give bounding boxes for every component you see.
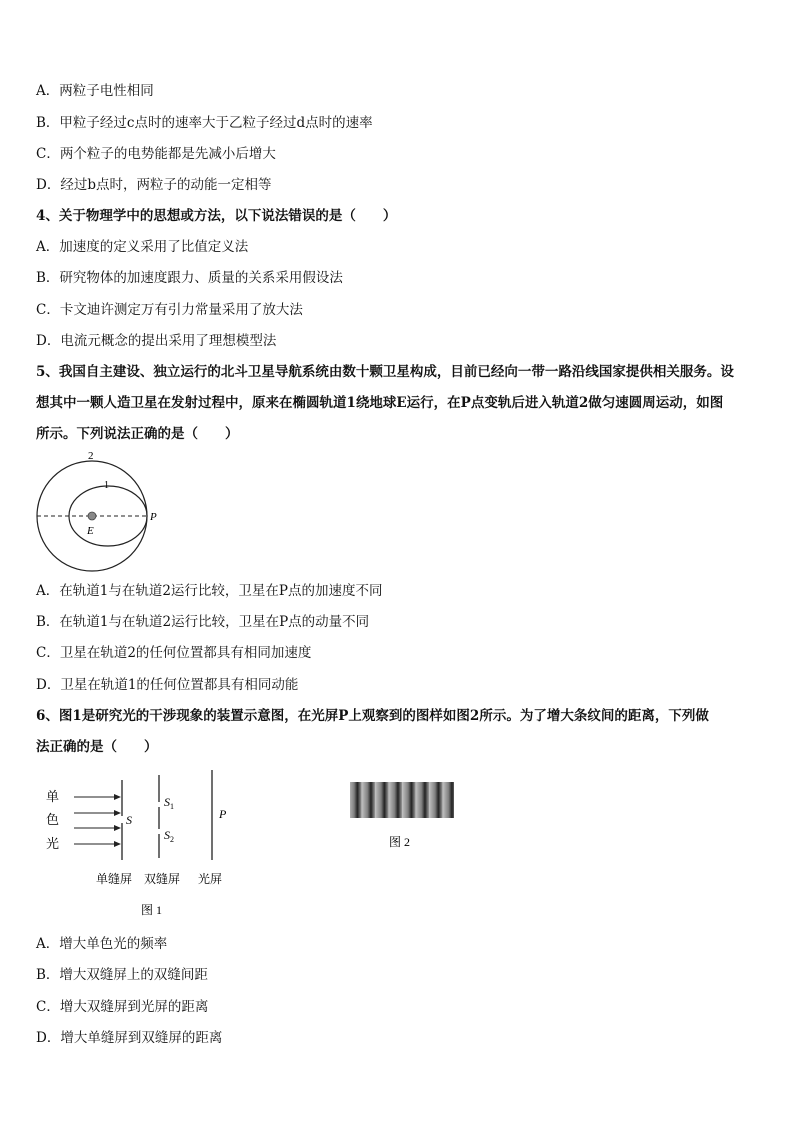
q6-option-b: B．增大双缝屏上的双缝间距	[36, 967, 208, 983]
q6-option-a: A．增大单色光的频率	[36, 936, 168, 952]
orbit-2-label: 2	[88, 450, 94, 462]
slit-s-label: S	[126, 813, 132, 827]
q4-option-b: B．研究物体的加速度跟力、质量的关系采用假设法	[36, 270, 343, 286]
question-6-stem-line1: 6、图1是研究光的干涉现象的装置示意图，在光屏P上观察到的图样如图2所示。为了增大条纹间的距离，下列做	[36, 708, 709, 724]
point-p-label: P	[150, 511, 157, 523]
light-char-3: 光	[46, 836, 60, 851]
slit-s1-label: $S_1$	[164, 795, 174, 811]
orbit-figure	[30, 448, 170, 576]
q5-option-a: A．在轨道1与在轨道2运行比较，卫星在P点的加速度不同	[36, 583, 383, 599]
figure-2-caption: 图 2	[389, 835, 411, 849]
screen-p-label: P	[219, 807, 227, 821]
option-c: C．两个粒子的电势能都是先减小后增大	[36, 146, 276, 162]
question-5-stem-line3: 所示。下列说法正确的是（ ）	[36, 426, 239, 442]
q4-option-d: D．电流元概念的提出采用了理想模型法	[36, 333, 277, 349]
option-b: B．甲粒子经过c点时的速率大于乙粒子经过d点时的速率	[36, 115, 373, 131]
q6-option-c: C．增大双缝屏到光屏的距离	[36, 999, 209, 1015]
question-5-stem-line2: 想其中一颗人造卫星在发射过程中，原来在椭圆轨道1绕地球E运行，在P点变轨后进入轨道2做匀速圆周运动，如图	[36, 395, 724, 411]
question-4-stem: 4、关于物理学中的思想或方法，以下说法错误的是（ ）	[36, 208, 397, 224]
q5-option-d: D．卫星在轨道1的任何位置都具有相同动能	[36, 677, 299, 693]
caption-light-screen: 光屏	[198, 872, 223, 886]
figure-1-caption: 图 1	[141, 903, 163, 917]
q4-option-a: A．加速度的定义采用了比值定义法	[36, 239, 249, 255]
earth-label: E	[87, 525, 94, 537]
orbit-1-label: 1	[104, 480, 109, 491]
option-d: D．经过b点时，两粒子的动能一定相等	[36, 177, 272, 193]
question-6-stem-line2: 法正确的是（ ）	[36, 739, 158, 755]
slit-s2-label: $S_2$	[164, 828, 174, 844]
earth-dot	[88, 512, 96, 520]
q5-option-c: C．卫星在轨道2的任何位置都具有相同加速度	[36, 645, 312, 661]
q4-option-c: C．卡文迪许测定万有引力常量采用了放大法	[36, 302, 303, 318]
light-char-2: 色	[46, 812, 60, 827]
interference-fringes	[350, 782, 454, 818]
caption-double-slit: 双缝屏	[144, 872, 181, 886]
q6-option-d: D．增大单缝屏到双缝屏的距离	[36, 1030, 223, 1046]
double-slit-figure-1	[38, 770, 238, 920]
q5-option-b: B．在轨道1与在轨道2运行比较，卫星在P点的动量不同	[36, 614, 370, 630]
interference-pattern-figure-2	[348, 782, 458, 854]
question-5-stem-line1: 5、我国自主建设、独立运行的北斗卫星导航系统由数十颗卫星构成，目前已经向一带一路沿线国家提供相关服务。设	[36, 364, 734, 380]
option-a: A．两粒子电性相同	[36, 83, 154, 99]
light-char-1: 单	[46, 789, 60, 804]
caption-single-slit: 单缝屏	[96, 872, 133, 886]
